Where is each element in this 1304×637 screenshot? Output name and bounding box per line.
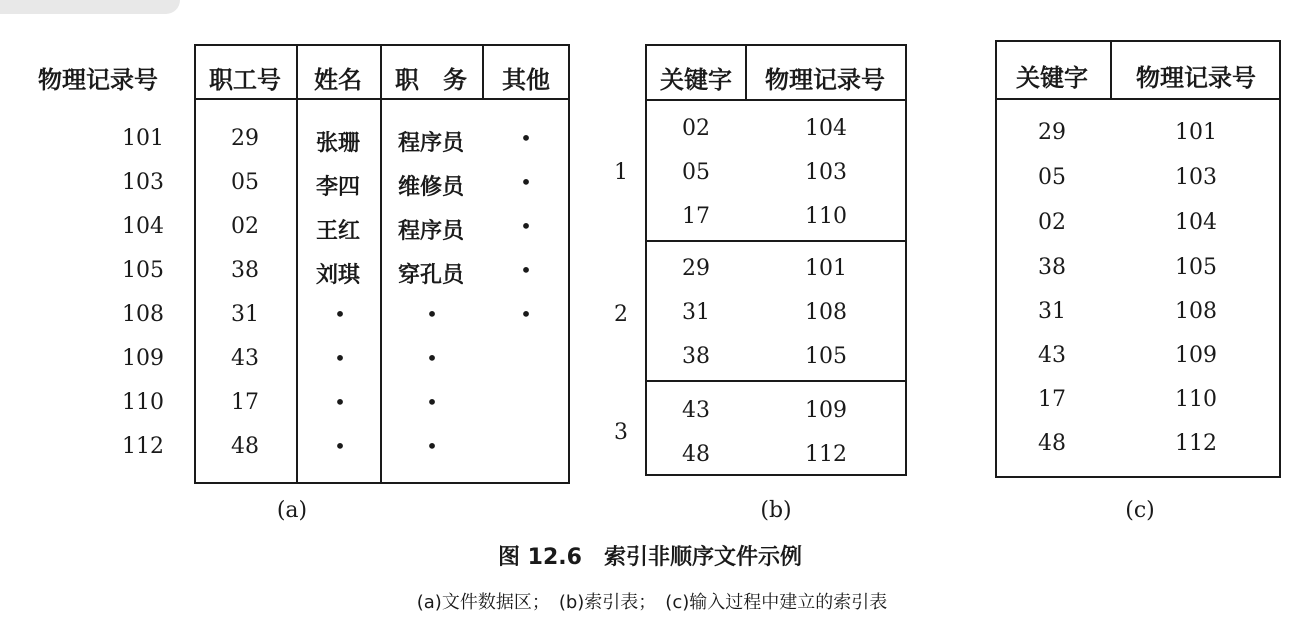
emp-id-cell: 29 [231,126,259,151]
column-divider [296,44,298,484]
record-cell: 112 [1175,431,1217,456]
table-c-caption: (c) [1125,498,1155,523]
emp-id-cell: 48 [231,434,259,459]
record-cell: 105 [805,344,847,369]
record-cell: 108 [1175,299,1217,324]
key-cell: 02 [1038,210,1066,235]
block-divider [645,380,907,382]
title-cell: 维修员 [397,175,465,200]
emp-id-cell: 31 [231,302,259,327]
key-cell: 43 [1038,343,1066,368]
header-divider [645,99,907,101]
record-cell: 109 [1175,343,1217,368]
ellipsis-dot [334,390,346,414]
column-divider [380,44,382,484]
ellipsis-dot [426,390,438,414]
record-cell: 101 [805,256,847,281]
record-cell: 104 [1175,210,1217,235]
key-cell: 31 [1038,299,1066,324]
name-cell: 王红 [315,219,361,244]
ellipsis-dot [334,302,346,326]
key-cell: 38 [1038,255,1066,280]
header-record-number: 物理记录号 [1136,64,1256,92]
ellipsis-dot [520,302,532,326]
ellipsis-dot [334,346,346,370]
emp-id-cell: 38 [231,258,259,283]
record-number: 104 [122,214,164,239]
ellipsis-dot [426,346,438,370]
emp-id-cell: 05 [231,170,259,195]
name-cell: 刘琪 [315,263,361,288]
block-label: 2 [614,302,628,327]
record-number: 108 [122,302,164,327]
record-cell: 108 [805,300,847,325]
column-divider [1110,40,1112,99]
emp-id-cell: 43 [231,346,259,371]
key-cell: 05 [1038,165,1066,190]
title-cell: 程序员 [397,219,465,244]
column-divider [745,44,747,99]
title-cell: 穿孔员 [397,263,465,288]
key-cell: 31 [682,300,710,325]
key-cell: 48 [1038,431,1066,456]
record-cell: 110 [805,204,847,229]
header-emp-id: 职工号 [209,66,281,94]
record-cell: 105 [1175,255,1217,280]
header-other: 其他 [502,66,550,94]
block-label: 3 [614,420,628,445]
record-number: 105 [122,258,164,283]
name-cell: 张珊 [315,131,361,156]
record-cell: 112 [805,442,847,467]
record-cell: 103 [1175,165,1217,190]
record-cell: 104 [805,116,847,141]
header-record-number: 物理记录号 [765,66,885,94]
emp-id-cell: 17 [231,390,259,415]
header-divider [194,98,570,100]
key-cell: 02 [682,116,710,141]
ellipsis-dot [520,126,532,150]
record-number: 109 [122,346,164,371]
record-number-header: 物理记录号 [38,66,158,94]
key-cell: 29 [682,256,710,281]
header-key: 关键字 [660,66,732,94]
key-cell: 17 [1038,387,1066,412]
record-number: 103 [122,170,164,195]
header-name: 姓名 [314,66,362,94]
figure-title: 图 12.6 索引非顺序文件示例 [498,545,802,570]
key-cell: 43 [682,398,710,423]
ellipsis-dot [426,434,438,458]
ellipsis-dot [520,258,532,282]
ellipsis-dot [426,302,438,326]
ellipsis-dot [520,214,532,238]
name-cell: 李四 [315,175,361,200]
emp-id-cell: 02 [231,214,259,239]
key-cell: 29 [1038,120,1066,145]
record-number: 101 [122,126,164,151]
header-divider [995,98,1281,100]
column-divider [482,44,484,99]
ellipsis-dot [334,434,346,458]
key-cell: 17 [682,204,710,229]
block-label: 1 [614,160,628,185]
record-cell: 103 [805,160,847,185]
block-divider [645,240,907,242]
header-title: 职 务 [395,66,467,94]
key-cell: 48 [682,442,710,467]
key-cell: 38 [682,344,710,369]
record-number: 110 [122,390,164,415]
figure-subtitle: (a)文件数据区； (b)索引表； (c)输入过程中建立的索引表 [416,592,888,613]
table-a-caption: (a) [276,498,308,523]
record-cell: 110 [1175,387,1217,412]
header-key: 关键字 [1016,64,1088,92]
table-b-caption: (b) [760,498,792,523]
key-cell: 05 [682,160,710,185]
record-number: 112 [122,434,164,459]
title-cell: 程序员 [397,131,465,156]
record-cell: 101 [1175,120,1217,145]
page-corner-shade [0,0,180,14]
ellipsis-dot [520,170,532,194]
record-cell: 109 [805,398,847,423]
